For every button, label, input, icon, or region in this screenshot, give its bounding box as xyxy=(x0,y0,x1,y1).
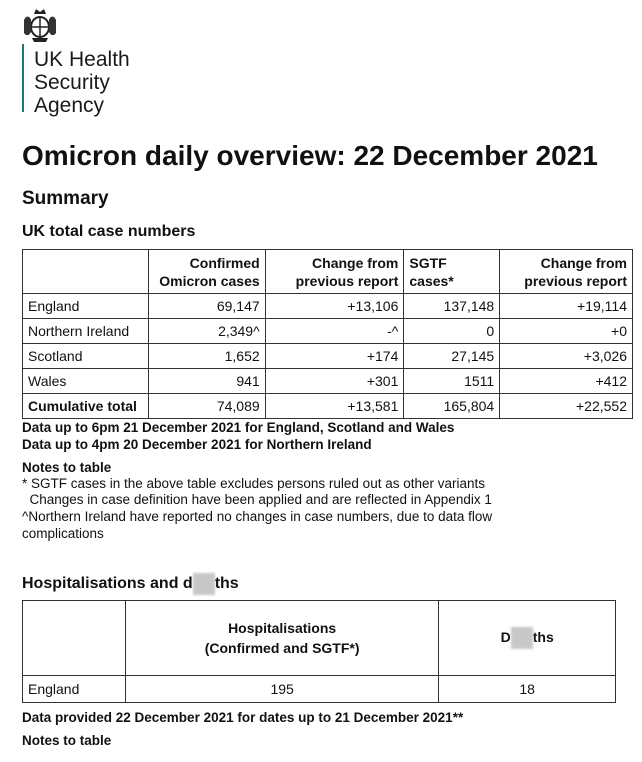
case-numbers-table xyxy=(22,249,633,419)
table-header-row xyxy=(23,250,633,294)
cell-region: Wales xyxy=(23,369,149,394)
table-row xyxy=(23,676,616,703)
table-row xyxy=(23,344,633,369)
cell-region: England xyxy=(23,676,126,703)
cell-change: +13,581 xyxy=(265,394,404,419)
logo-divider xyxy=(22,44,24,112)
header-text: ths xyxy=(532,628,554,645)
logo-line: UK Health xyxy=(34,48,130,71)
header-text: Confirmed xyxy=(189,255,260,271)
cell-region: England xyxy=(23,294,149,319)
header-change-sgtf xyxy=(500,250,633,294)
note-line: Changes in case definition have been applied and are reflected in Appendix 1 xyxy=(22,492,492,507)
cell-change: +13,106 xyxy=(265,294,404,319)
header-confirmed xyxy=(148,250,265,294)
logo-wordmark xyxy=(34,48,130,117)
cell-change: +19,114 xyxy=(500,294,633,319)
data-note: Data provided 22 December 2021 for dates up to 21 December 2021** xyxy=(22,710,464,725)
header-sgtf: SGTF cases* xyxy=(404,250,500,294)
notes-heading: Notes to table xyxy=(22,733,112,748)
note-line: complications xyxy=(22,526,104,541)
cell-sgtf: 137,148 xyxy=(404,294,500,319)
logo-line: Security xyxy=(34,71,110,94)
hospitalisations-table xyxy=(22,600,616,703)
royal-crest-icon xyxy=(20,6,60,44)
cell-region: Northern Ireland xyxy=(23,319,149,344)
cell-confirmed: 941 xyxy=(148,369,265,394)
cell-change: +22,552 xyxy=(500,394,633,419)
data-note: Data up to 4pm 20 December 2021 for Northern Ireland xyxy=(22,437,372,452)
header-text: Change from xyxy=(540,255,627,271)
cell-sgtf: 165,804 xyxy=(404,394,500,419)
note-line: * SGTF cases in the above table excludes persons ruled out as other variants xyxy=(22,476,486,491)
cell-deaths: 18 xyxy=(439,676,616,703)
cases-heading: UK total case numbers xyxy=(22,223,196,240)
notes-heading: Notes to table xyxy=(22,460,112,475)
cell-sgtf: 0 xyxy=(404,319,500,344)
cell-change: +0 xyxy=(500,319,633,344)
header-region xyxy=(23,601,126,676)
table-total-row xyxy=(23,394,633,419)
table-row xyxy=(23,369,633,394)
summary-heading: Summary xyxy=(22,188,109,209)
hospitalisations-heading xyxy=(22,573,239,595)
table-header-row xyxy=(23,601,616,676)
note-line: ^Northern Ireland have reported no changes in case numbers, due to data flow xyxy=(22,509,493,524)
cell-sgtf: 1511 xyxy=(404,369,500,394)
table-row xyxy=(23,319,633,344)
logo-line: Agency xyxy=(34,94,105,117)
cell-sgtf: 27,145 xyxy=(404,344,500,369)
header-text: D xyxy=(500,628,511,645)
header-deaths xyxy=(439,601,616,676)
page-title: Omicron daily overview: 22 December 2021 xyxy=(22,140,598,171)
cell-region: Cumulative total xyxy=(23,394,149,419)
cell-hospitalisations: 195 xyxy=(125,676,438,703)
cell-change: +174 xyxy=(265,344,404,369)
table-row xyxy=(23,294,633,319)
header-text: previous report xyxy=(295,273,399,289)
cell-change: -^ xyxy=(265,319,404,344)
header-text: Omicron cases xyxy=(159,273,260,289)
data-note: Data up to 6pm 21 December 2021 for England, Scotland and Wales xyxy=(22,420,455,435)
cell-change: +301 xyxy=(265,369,404,394)
header-text: previous report xyxy=(524,273,627,289)
redaction-block xyxy=(193,573,215,595)
cell-change: +412 xyxy=(500,369,633,394)
cell-change: +3,026 xyxy=(500,344,633,369)
redaction-block xyxy=(511,627,533,649)
header-region xyxy=(23,250,149,294)
header-change-confirmed xyxy=(265,250,404,294)
heading-text: Hospitalisations and d xyxy=(22,575,193,593)
ukhsa-logo xyxy=(12,6,132,117)
header-hospitalisations xyxy=(125,601,438,676)
cell-confirmed: 69,147 xyxy=(148,294,265,319)
header-text: Change from xyxy=(312,255,399,271)
heading-text: ths xyxy=(214,575,239,593)
cell-confirmed: 2,349^ xyxy=(148,319,265,344)
cell-confirmed: 74,089 xyxy=(148,394,265,419)
cell-confirmed: 1,652 xyxy=(148,344,265,369)
header-text: (Confirmed and SGTF*) xyxy=(204,640,360,656)
cell-region: Scotland xyxy=(23,344,149,369)
header-text: Hospitalisations xyxy=(228,620,337,636)
